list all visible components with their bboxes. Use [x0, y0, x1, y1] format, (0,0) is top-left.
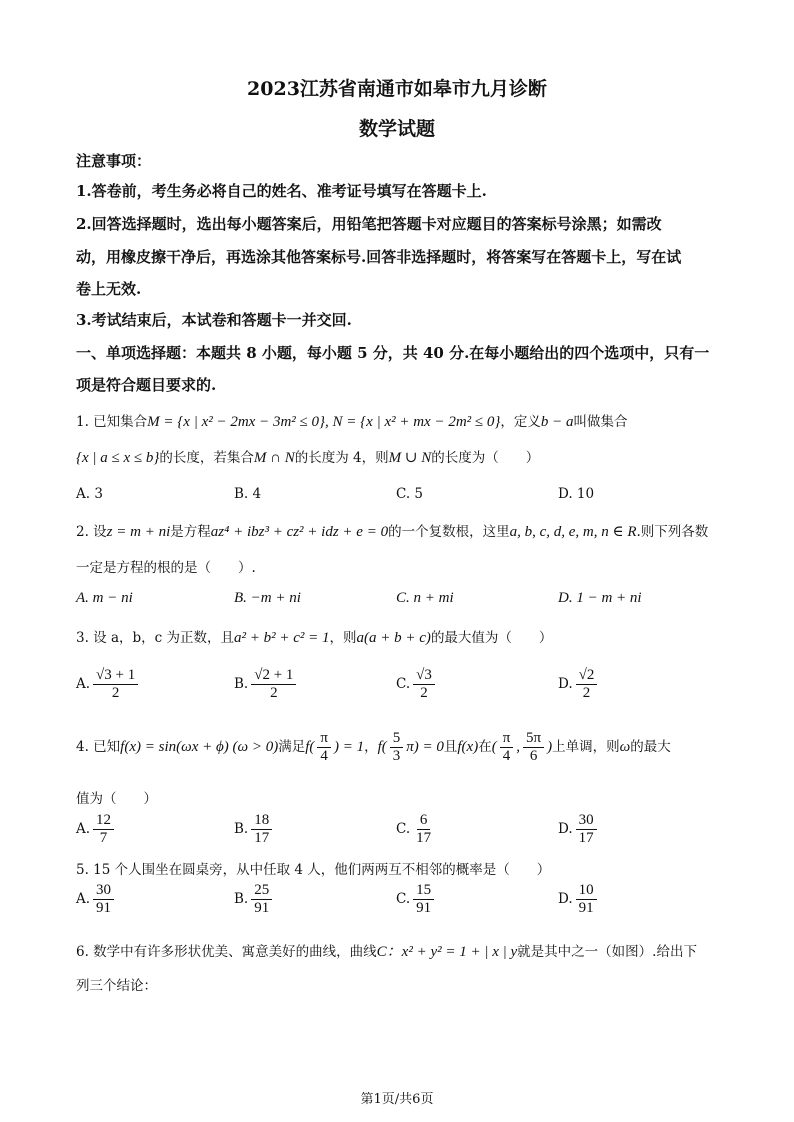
q2-option-c: C. n + mi [396, 590, 454, 606]
q5-option-b: B. $\frac{25}{91}$ [234, 882, 275, 917]
set-m: M = {x | x² − 2mx − 3m² ≤ 0} [147, 414, 326, 430]
note-1: 1.答卷前，考生务必将自己的姓名、准考证号填写在答题卡上. [76, 182, 487, 200]
q5-option-a: A. $\frac{30}{91}$ [76, 882, 117, 917]
set-n: , N = {x | x² + mx − 2m² ≤ 0} [325, 414, 501, 430]
q1-option-a: A. 3 [76, 486, 103, 502]
question-4-line-2: 值为（ ） [76, 791, 157, 807]
q2-option-a: A. m − ni [76, 590, 133, 606]
question-4-line-1: 4. 已知f(x) = sin(ωx + ϕ) (ω > 0)满足f( $\frac{\pi}{4}$ ) = 1，f( $\frac{5}{3}$ π) = 0且f(x)在( $\frac{\pi}{4}$ , $\frac{5\pi}{6}$ )上单调，则ω的最大 [76, 730, 671, 764]
q1-option-b: B. 4 [234, 486, 262, 502]
q4-option-d: D. $\frac{30}{17}$ [558, 812, 600, 847]
question-5: 5. 15 个人围坐在圆桌旁，从中任取 4 人，他们两两互不相邻的概率是（ ） [76, 862, 551, 878]
note-2-line-2: 动，用橡皮擦干净后，再选涂其他答案标号.回答非选择题时，将答案写在答题卡上，写在试 [76, 248, 682, 266]
page-title: 2023江苏省南通市如皋市九月诊断 [247, 78, 547, 100]
note-3: 3.考试结束后，本试卷和答题卡一并交回. [76, 311, 352, 329]
page-subtitle: 数学试题 [358, 118, 435, 140]
q3-option-a: A. $\frac{√3 + 1}{2}$ [76, 667, 141, 702]
q5-option-c: C. $\frac{15}{91}$ [396, 882, 437, 917]
q5-option-d: D. $\frac{10}{91}$ [558, 882, 600, 917]
q2-option-d: D. 1 − m + ni [558, 590, 642, 606]
question-6-line-1: 6. 数学中有许多形状优美、寓意美好的曲线，曲线C：x² + y² = 1 + | x | y就是其中之一（如图）.给出下 [76, 944, 697, 960]
note-2-line-1: 2.回答选择题时，选出每小题答案后，用铅笔把答题卡对应题目的答案标号涂黑；如需改 [76, 215, 662, 233]
q3-option-b: B. $\frac{√2 + 1}{2}$ [234, 667, 299, 702]
note-2-line-3: 卷上无效. [76, 280, 142, 298]
q3-option-d: D. $\frac{√2}{2}$ [558, 667, 600, 702]
question-1-line-2: {x | a ≤ x ≤ b}的长度，若集合M ∩ N的长度为 4，则M ∪ N的长度为（ ） [76, 450, 540, 466]
q3-option-c: C. $\frac{√3}{2}$ [396, 667, 438, 702]
q2-option-b: B. −m + ni [234, 590, 301, 606]
notes-heading: 注意事项： [76, 152, 152, 170]
section-heading-line-1: 一、单项选择题：本题共 8 小题，每小题 5 分，共 40 分.在每小题给出的四个选项中，只有一 [76, 344, 710, 362]
q1-option-c: C. 5 [396, 486, 424, 502]
q4-option-c: C. $\frac{6}{17}$ [396, 812, 432, 846]
question-3: 3. 设 a，b，c 为正数，且a² + b² + c² = 1，则a(a + b + c)的最大值为（ ） [76, 630, 553, 646]
question-2-line-2: 一定是方程的根的是（ ）. [76, 560, 256, 576]
q4-option-a: A. $\frac{12}{7}$ [76, 812, 117, 847]
q4-option-b: B. $\frac{18}{17}$ [234, 812, 275, 847]
page-footer: 第1页/共6页 [360, 1092, 434, 1107]
q1-option-d: D. 10 [558, 486, 595, 502]
question-1-line-1: 1. 已知集合M = {x | x² − 2mx − 3m² ≤ 0}, N = {x | x² + mx − 2m² ≤ 0}，定义b − a叫做集合 [76, 414, 628, 430]
question-2-line-1: 2. 设z = m + ni是方程az⁴ + ibz³ + cz² + idz + e = 0的一个复数根，这里a, b, c, d, e, m, n ∈ R.则下列各数 [76, 524, 709, 540]
question-6-line-2: 列三个结论： [76, 978, 157, 994]
section-heading-line-2: 项是符合题目要求的. [76, 376, 217, 394]
